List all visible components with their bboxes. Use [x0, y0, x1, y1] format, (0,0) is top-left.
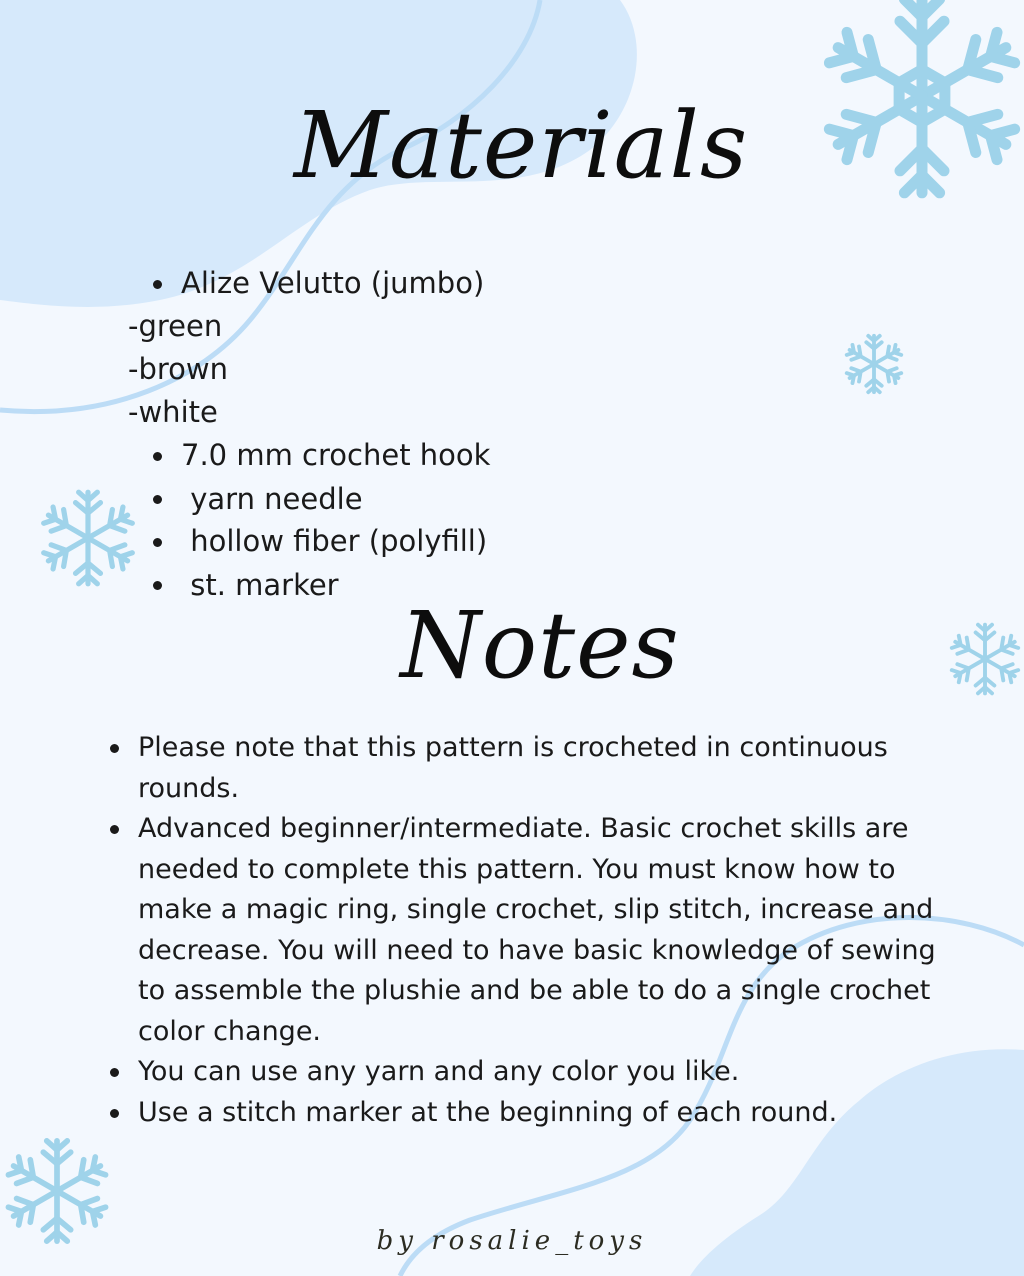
bullet-dot	[153, 280, 162, 289]
materials-sub-item: -white	[128, 395, 218, 429]
notes-list	[108, 728, 968, 1133]
bullet-dot	[153, 495, 162, 504]
bullet-dot	[153, 581, 162, 590]
notes-item: Use a stitch marker at the beginning of each round.	[108, 1093, 968, 1134]
notes-heading: Notes	[400, 592, 680, 699]
notes-item: You can use any yarn and any color you like.	[108, 1052, 968, 1093]
materials-sub-item: -brown	[128, 352, 228, 386]
bullet-dot	[153, 452, 162, 461]
materials-heading: Materials	[293, 92, 749, 199]
materials-item: yarn needle	[181, 482, 363, 516]
snowflake-icon	[842, 332, 906, 396]
snowflake-icon	[36, 486, 140, 590]
materials-item: 7.0 mm crochet hook	[181, 438, 491, 472]
notes-item: Advanced beginner/intermediate. Basic crochet skills are needed to complete this pattern. You must know how to make a magic ring, single crochet, slip stitch, increase and decrease. You will need to have basic knowledge of sewing to assemble the plushie and be able to do a single crochet color change.	[108, 809, 968, 1052]
notes-item: Please note that this pattern is crocheted in continuous rounds.	[108, 728, 968, 809]
materials-item: st. marker	[181, 568, 339, 602]
materials-sub-item: -green	[128, 309, 223, 343]
materials-item: hollow fiber (polyfill)	[181, 524, 488, 558]
bullet-dot	[153, 538, 162, 547]
signature: by rosalie_toys	[376, 1226, 648, 1256]
materials-item: Alize Velutto (jumbo)	[181, 266, 485, 300]
